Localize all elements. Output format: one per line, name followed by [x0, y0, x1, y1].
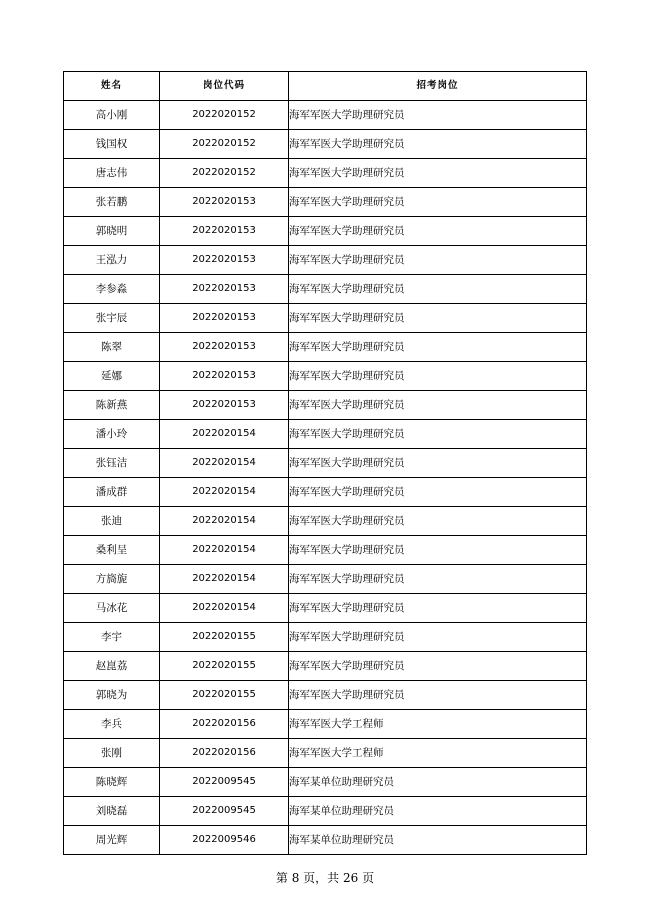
table-header-row: [64, 72, 587, 101]
cell-position: 海军军医大学助理研究员: [289, 275, 587, 304]
candidate-table: [63, 71, 587, 855]
cell-name: 唐志伟: [64, 159, 160, 188]
cell-code: 2022020156: [160, 710, 289, 739]
cell-position: 海军军医大学助理研究员: [289, 681, 587, 710]
cell-position: 海军军医大学工程师: [289, 710, 587, 739]
table-row: [64, 420, 587, 449]
cell-code: 2022020153: [160, 246, 289, 275]
cell-name: 马冰花: [64, 594, 160, 623]
table-row: [64, 478, 587, 507]
cell-name: 张刚: [64, 739, 160, 768]
cell-name: 张若鹏: [64, 188, 160, 217]
cell-code: 2022020154: [160, 565, 289, 594]
table-row: [64, 623, 587, 652]
table-row: [64, 101, 587, 130]
cell-position: 海军军医大学助理研究员: [289, 565, 587, 594]
page-number-footer: 第 8 页，共 26 页: [275, 871, 375, 885]
cell-position: 海军军医大学助理研究员: [289, 536, 587, 565]
table-row: [64, 594, 587, 623]
cell-position: 海军军医大学助理研究员: [289, 246, 587, 275]
cell-code: 2022020152: [160, 130, 289, 159]
table-row: [64, 739, 587, 768]
cell-name: 潘小玲: [64, 420, 160, 449]
cell-code: 2022009545: [160, 768, 289, 797]
cell-name: 张宇辰: [64, 304, 160, 333]
cell-code: 2022009545: [160, 797, 289, 826]
cell-name: 陈晓辉: [64, 768, 160, 797]
cell-code: 2022020154: [160, 449, 289, 478]
cell-name: 郭晓为: [64, 681, 160, 710]
cell-position: 海军军医大学助理研究员: [289, 623, 587, 652]
header-code: 岗位代码: [160, 72, 289, 101]
cell-position: 海军某单位助理研究员: [289, 797, 587, 826]
cell-name: 周光辉: [64, 826, 160, 855]
cell-name: 陈翠: [64, 333, 160, 362]
cell-code: 2022020154: [160, 594, 289, 623]
cell-code: 2022020153: [160, 333, 289, 362]
cell-position: 海军军医大学助理研究员: [289, 478, 587, 507]
cell-code: 2022020153: [160, 217, 289, 246]
table-row: [64, 159, 587, 188]
cell-position: 海军军医大学助理研究员: [289, 217, 587, 246]
cell-code: 2022020155: [160, 623, 289, 652]
cell-position: 海军军医大学助理研究员: [289, 652, 587, 681]
cell-name: 钱国权: [64, 130, 160, 159]
table-row: [64, 362, 587, 391]
table-row: [64, 246, 587, 275]
cell-name: 李兵: [64, 710, 160, 739]
cell-position: 海军军医大学助理研究员: [289, 188, 587, 217]
cell-code: 2022009546: [160, 826, 289, 855]
cell-position: 海军军医大学助理研究员: [289, 159, 587, 188]
cell-code: 2022020154: [160, 420, 289, 449]
table-row: [64, 797, 587, 826]
cell-position: 海军军医大学助理研究员: [289, 449, 587, 478]
table-row: [64, 768, 587, 797]
cell-code: 2022020153: [160, 275, 289, 304]
cell-code: 2022020155: [160, 652, 289, 681]
cell-position: 海军军医大学助理研究员: [289, 362, 587, 391]
cell-name: 陈新燕: [64, 391, 160, 420]
cell-name: 潘成群: [64, 478, 160, 507]
cell-name: 李宇: [64, 623, 160, 652]
table-row: [64, 565, 587, 594]
cell-position: 海军军医大学助理研究员: [289, 101, 587, 130]
cell-position: 海军某单位助理研究员: [289, 768, 587, 797]
table-row: [64, 188, 587, 217]
cell-name: 延娜: [64, 362, 160, 391]
cell-name: 刘晓磊: [64, 797, 160, 826]
cell-name: 桑利呈: [64, 536, 160, 565]
cell-position: 海军军医大学助理研究员: [289, 420, 587, 449]
table-row: [64, 217, 587, 246]
cell-name: 郭晓明: [64, 217, 160, 246]
table-row: [64, 391, 587, 420]
cell-position: 海军军医大学助理研究员: [289, 333, 587, 362]
cell-code: 2022020155: [160, 681, 289, 710]
cell-code: 2022020154: [160, 507, 289, 536]
cell-position: 海军军医大学工程师: [289, 739, 587, 768]
cell-code: 2022020153: [160, 362, 289, 391]
cell-position: 海军军医大学助理研究员: [289, 594, 587, 623]
cell-name: 张钰洁: [64, 449, 160, 478]
cell-position: 海军某单位助理研究员: [289, 826, 587, 855]
cell-code: 2022020154: [160, 478, 289, 507]
cell-position: 海军军医大学助理研究员: [289, 304, 587, 333]
cell-position: 海军军医大学助理研究员: [289, 391, 587, 420]
cell-code: 2022020152: [160, 159, 289, 188]
cell-name: 赵崑荔: [64, 652, 160, 681]
table-row: [64, 449, 587, 478]
header-position: 招考岗位: [289, 72, 587, 101]
table-row: [64, 652, 587, 681]
cell-code: 2022020156: [160, 739, 289, 768]
cell-name: 李参淼: [64, 275, 160, 304]
cell-code: 2022020153: [160, 304, 289, 333]
table-row: [64, 304, 587, 333]
cell-name: 王泓力: [64, 246, 160, 275]
cell-position: 海军军医大学助理研究员: [289, 507, 587, 536]
table-row: [64, 333, 587, 362]
table-row: [64, 710, 587, 739]
cell-code: 2022020153: [160, 391, 289, 420]
table-row: [64, 681, 587, 710]
cell-name: 高小刚: [64, 101, 160, 130]
cell-code: 2022020154: [160, 536, 289, 565]
cell-code: 2022020153: [160, 188, 289, 217]
table-row: [64, 130, 587, 159]
table-row: [64, 536, 587, 565]
table-row: [64, 275, 587, 304]
cell-name: 张迪: [64, 507, 160, 536]
cell-code: 2022020152: [160, 101, 289, 130]
table-body: [64, 101, 587, 855]
cell-position: 海军军医大学助理研究员: [289, 130, 587, 159]
header-name: 姓名: [64, 72, 160, 101]
cell-name: 方旖旎: [64, 565, 160, 594]
table-row: [64, 507, 587, 536]
table-row: [64, 826, 587, 855]
